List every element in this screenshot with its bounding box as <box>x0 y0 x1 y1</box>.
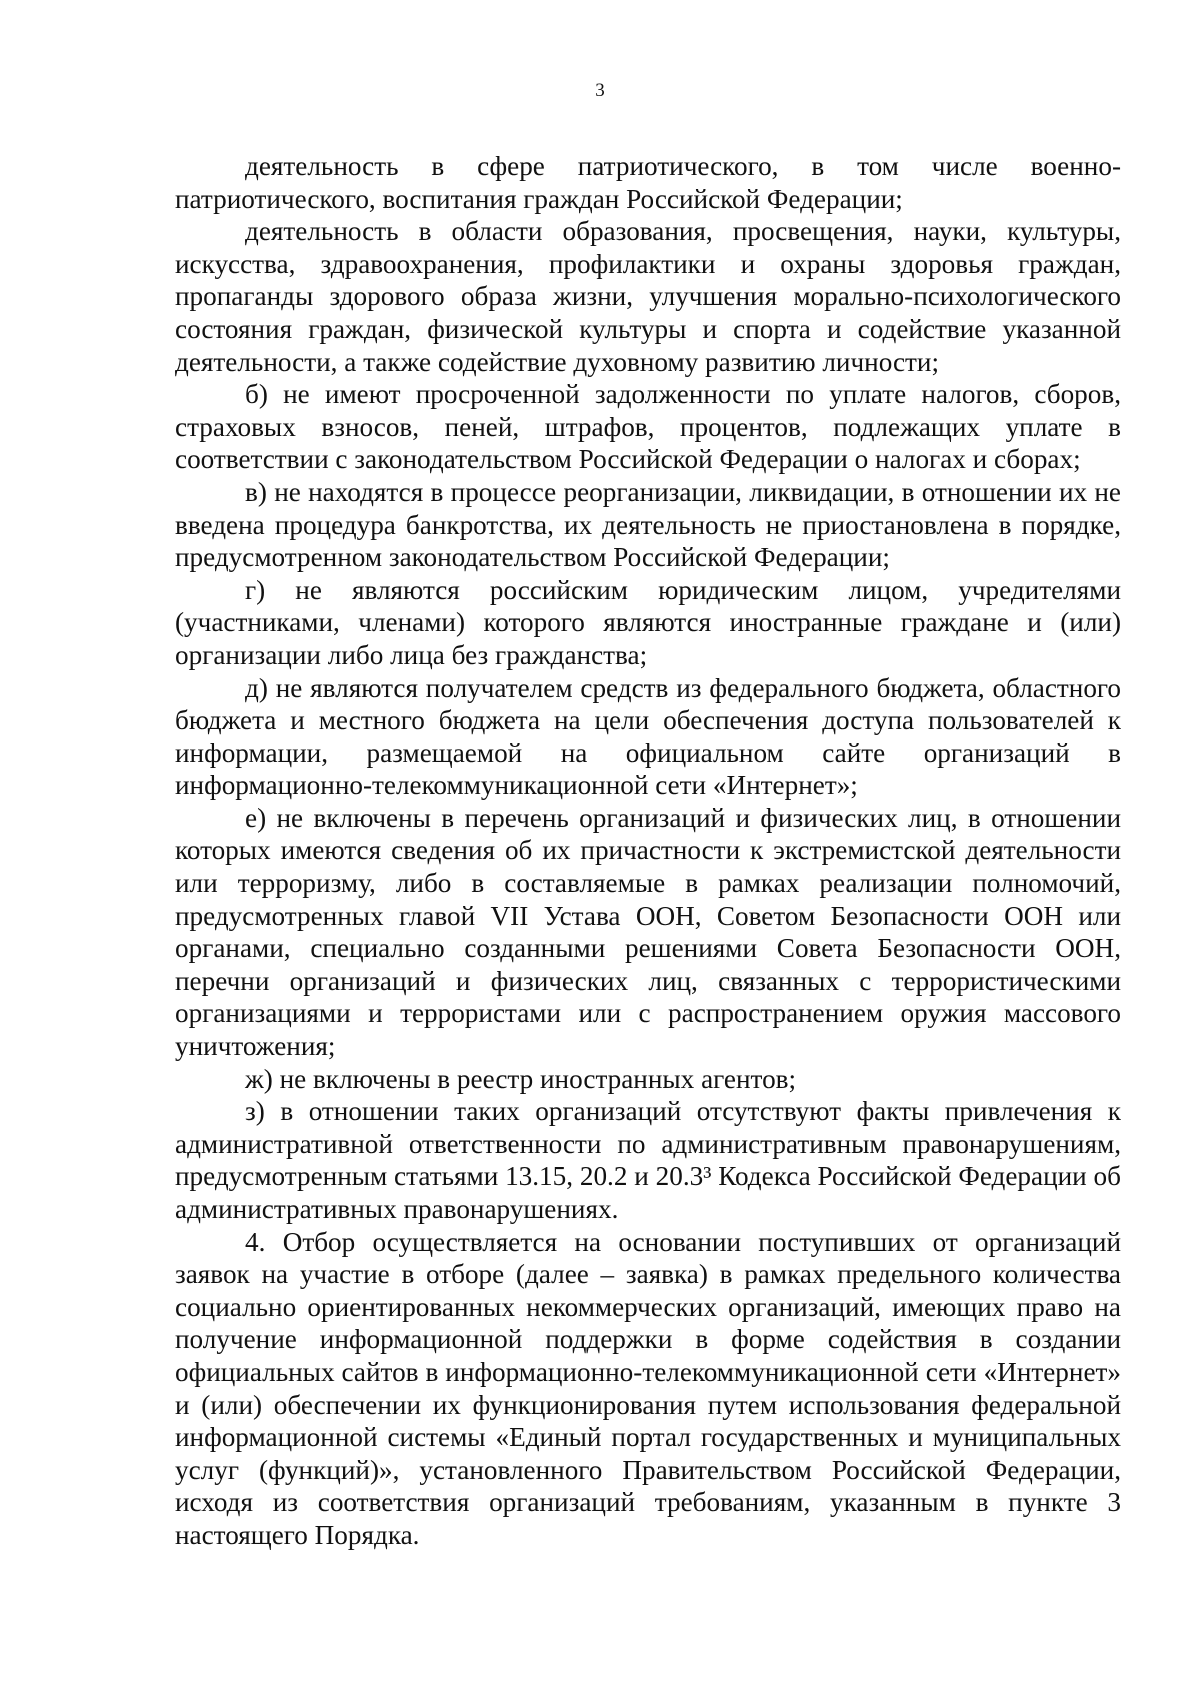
paragraph-education: деятельность в области образования, просвещения, науки, культуры, искусства, здравоохранения, профилактики и охраны здоровья граждан, пропаганды здорового образа жизни, улучшения морально-психологического состояния граждан, физической культуры и спорта и содействие указанной деятельности, а также содействие духовному развитию личности; <box>175 216 1121 377</box>
paragraph-section-4: 4. Отбор осуществляется на основании поступивших от организаций заявок на участие в отборе (далее – заявка) в рамках предельного количества социально ориентированных некоммерческих организаций, имеющих право на получение информационной поддержки в форме содействия в создании официальных сайтов в информационно-телекоммуникационной сети «Интернет» и (или) обеспечении их функционирования путем использования федеральной информационной системы «Единый портал государственных и муниципальных услуг (функций)», установленного Правительством Российской Федерации, исходя из соответствия организаций требованиям, указанным в пункте 3 настоящего Порядка. <box>175 1226 1121 1550</box>
document-body <box>175 150 1121 1552</box>
paragraph-item-v: в) не находятся в процессе реорганизации, ликвидации, в отношении их не введена процедура банкротства, их деятельность не приостановлена в порядке, предусмотренном законодательством Российской Федерации; <box>175 476 1121 573</box>
paragraph-item-d: д) не являются получателем средств из федерального бюджета, областного бюджета и местного бюджета на цели обеспечения доступа пользователей к информации, размещаемой на официальном сайте организаций в информационно-телекоммуникационной сети «Интернет»; <box>175 672 1121 801</box>
paragraph-item-z: з) в отношении таких организаций отсутствуют факты привлечения к административной ответственности по административным правонарушениям, предусмотренным статьями 13.15, 20.2 и 20.3³ Кодекса Российской Федерации об административных правонарушениях. <box>175 1096 1121 1224</box>
page-number: 3 <box>595 80 605 101</box>
paragraph-item-zh: ж) не включены в реестр иностранных агентов; <box>245 1063 797 1094</box>
paragraph-item-b: б) не имеют просроченной задолженности по уплате налогов, сборов, страховых взносов, пеней, штрафов, процентов, подлежащих уплате в соответствии с законодательством Российской Федерации о налогах и сборах; <box>175 379 1121 475</box>
paragraph-patriotic: деятельность в сфере патриотического, в том числе военно-патриотического, воспитания граждан Российской Федерации; <box>175 151 1121 214</box>
paragraph-item-e: е) не включены в перечень организаций и физических лиц, в отношении которых имеются сведения об их причастности к экстремистской деятельности или терроризму, либо в составляемые в рамках реализации полномочий, предусмотренных главой VII Устава ООН, Советом Безопасности ООН или органами, специально созданными решениями Совета Безопасности ООН, перечни организаций и физических лиц, связанных с террористическими организациями и террористами или с распространением оружия массового уничтожения; <box>175 802 1121 1062</box>
paragraph-item-g: г) не являются российским юридическим лицом, учредителями (участниками, членами) которого являются иностранные граждане и (или) организации либо лица без гражданства; <box>175 574 1121 670</box>
